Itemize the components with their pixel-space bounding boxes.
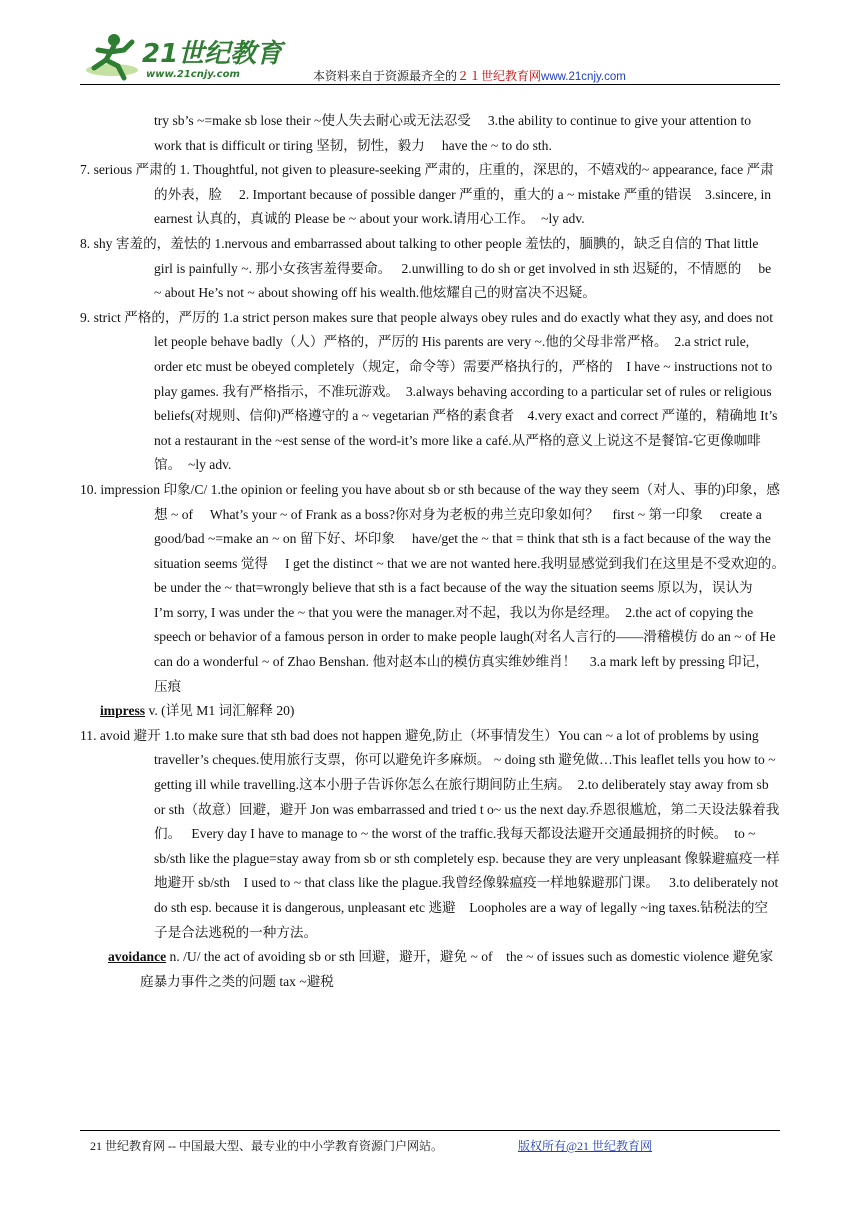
entry-avoid: 11. avoid 避开 1.to make sure that sth bad does not happen 避免,防止（坏事情发生）You can ~ a lot of problems by using traveller’s cheques.使用旅行支票，你可以避免许多麻烦。 ~ doing sth 避免做…This leaflet tells you how to ~ getting ill while travelling.这本小册子告诉你怎么在旅行期间防止生病。 2.to deliberately stay away from sb or sth（故意）回避，避开 Jon was embarrassed and tried t o~ us the next day.乔恩很尴尬，第二天设法躲着我们。 Every day I have to manage to ~ the worst of the traffic.我每天都设法避开交通最拥挤的时候。 to ~ sb/sth like the plague=stay away from sb or sth completely esp. because they are very unpleasant 像躲避瘟疫一样地避开 sb/sth I used to ~ that class like the plague.我曾经像躲瘟疫一样地躲避那门课。 3.to deliberately not do sth esp. because it is dangerous, unpleasant etc 逃避 Loopholes are a way of legally ~ing taxes.钻税法的空子是合法逃税的一种方法。 (80, 727, 780, 940)
page-header (80, 30, 780, 84)
page-footer (90, 1137, 770, 1154)
header-note-site: ２１世纪教育网 (457, 69, 542, 83)
entry-serious: 7. serious 严肃的 1. Thoughtful, not given to pleasure-seeking 严肃的，庄重的，深思的，不嬉戏的~ appearance, face 严肃的外表，脸 2. Important because of possible danger 严重的，重大的 a ~ mistake 严重的错误 3.sincere, in earnest 认真的，真诚的 Please be ~ about your work.请用心工作。 ~ly adv. (80, 162, 774, 227)
derivative-avoidance-word: avoidance (108, 949, 167, 965)
derivative-impress (80, 699, 780, 724)
footer-copyright-link[interactable]: 版权所有@21 世纪教育网 (518, 1139, 653, 1153)
header-note-url[interactable]: www.21cnjy.com (541, 71, 626, 83)
entry-strict: 9. strict 严格的，严厉的 1.a strict person makes sure that people always obey rules and do exactly what they asy, and does not let people behave badly（人）严格的，严厉的 His parents are very ~.他的父母非常严格。 2.a strict rule, order etc must be obeyed completely（规定，命令等）需要严格执行的，严格的 I have ~ instructions not to play games. 我有严格指示，不准玩游戏。 3.always behaving according to a particular set of rules or religious beliefs(对规则、信仰)严格遵守的 a ~ vegetarian 严格的素食者 4.very exact and correct 严谨的，精确地 It’s not a restaurant in the ~est sense of the word-it’s more like a café.从严格的意义上说这不是餐馆-它更像咖啡馆。 ~ly adv. (80, 309, 778, 473)
footer-divider (80, 1130, 780, 1131)
header-note (313, 67, 626, 84)
logo-text: 21世纪教育 (142, 39, 283, 69)
header-divider (80, 84, 780, 85)
header-note-prefix: 本资料来自于资源最齐全的 (313, 69, 458, 83)
logo-url: www.21cnjy.com (146, 69, 240, 80)
derivative-avoidance-def: n. /U/ the act of avoiding sb or sth 回避，避开，避免 ~ of the ~ of issues such as domestic violence 避免家庭暴力事件之类的问题 tax ~避税 (140, 949, 774, 989)
derivative-impress-word: impress (100, 703, 146, 719)
document-body (80, 109, 806, 994)
entry-impression: 10. impression 印象/C/ 1.the opinion or feeling you have about sb or sth because of the way they seem（对人、事的)印象，感想 ~ of What’s your ~ of Frank as a boss?你对身为老板的弗兰克印象如何？ first ~ 第一印象 create a good/bad ~=make an ~ on 留下好、坏印象 have/get the ~ that = think that sth is a fact because of the way the situation seems 觉得 I get the distinct ~ that we are not wanted here.我明显感觉到我们在这里是不受欢迎的。 be under the ~ that=wrongly believe that sth is a fact because of the way the situation seems 原以为，误认为 I’m sorry, I was under the ~ that you were the manager.对不起，我以为你是经理。 2.the act of copying the speech or behavior of a famous person in order to make people laugh(对名人言行的——滑稽模仿 do an ~ of He can do a wonderful ~ of Zhao Benshan. 他对赵本山的模仿真实维妙维肖！ 3.a mark left by pressing 印记，压痕 (80, 481, 806, 694)
continuation-paragraph: try sb’s ~=make sb lose their ~使人失去耐心或无法忍受 3.the ability to continue to give your attention to work that is difficult or tiring 坚韧，韧性，毅力 have the ~ to do sth. (154, 113, 752, 153)
site-logo (84, 30, 304, 84)
derivative-avoidance (80, 945, 780, 994)
footer-text: 21 世纪教育网 -- 中国最大型、最专业的中小学教育资源门户网站。 (90, 1139, 443, 1153)
derivative-impress-def: v. (详见 M1 词汇解释 20) (145, 703, 295, 719)
entry-shy: 8. shy 害羞的，羞怯的 1.nervous and embarrassed about talking to other people 羞怯的，腼腆的，缺乏自信的 That little girl is painfully ~. 那小女孩害羞得要命。 2.unwilling to do sh or get involved in sth 迟疑的，不情愿的 be ~ about He’s not ~ about showing off his wealth.他炫耀自己的财富决不迟疑。 (80, 235, 772, 301)
